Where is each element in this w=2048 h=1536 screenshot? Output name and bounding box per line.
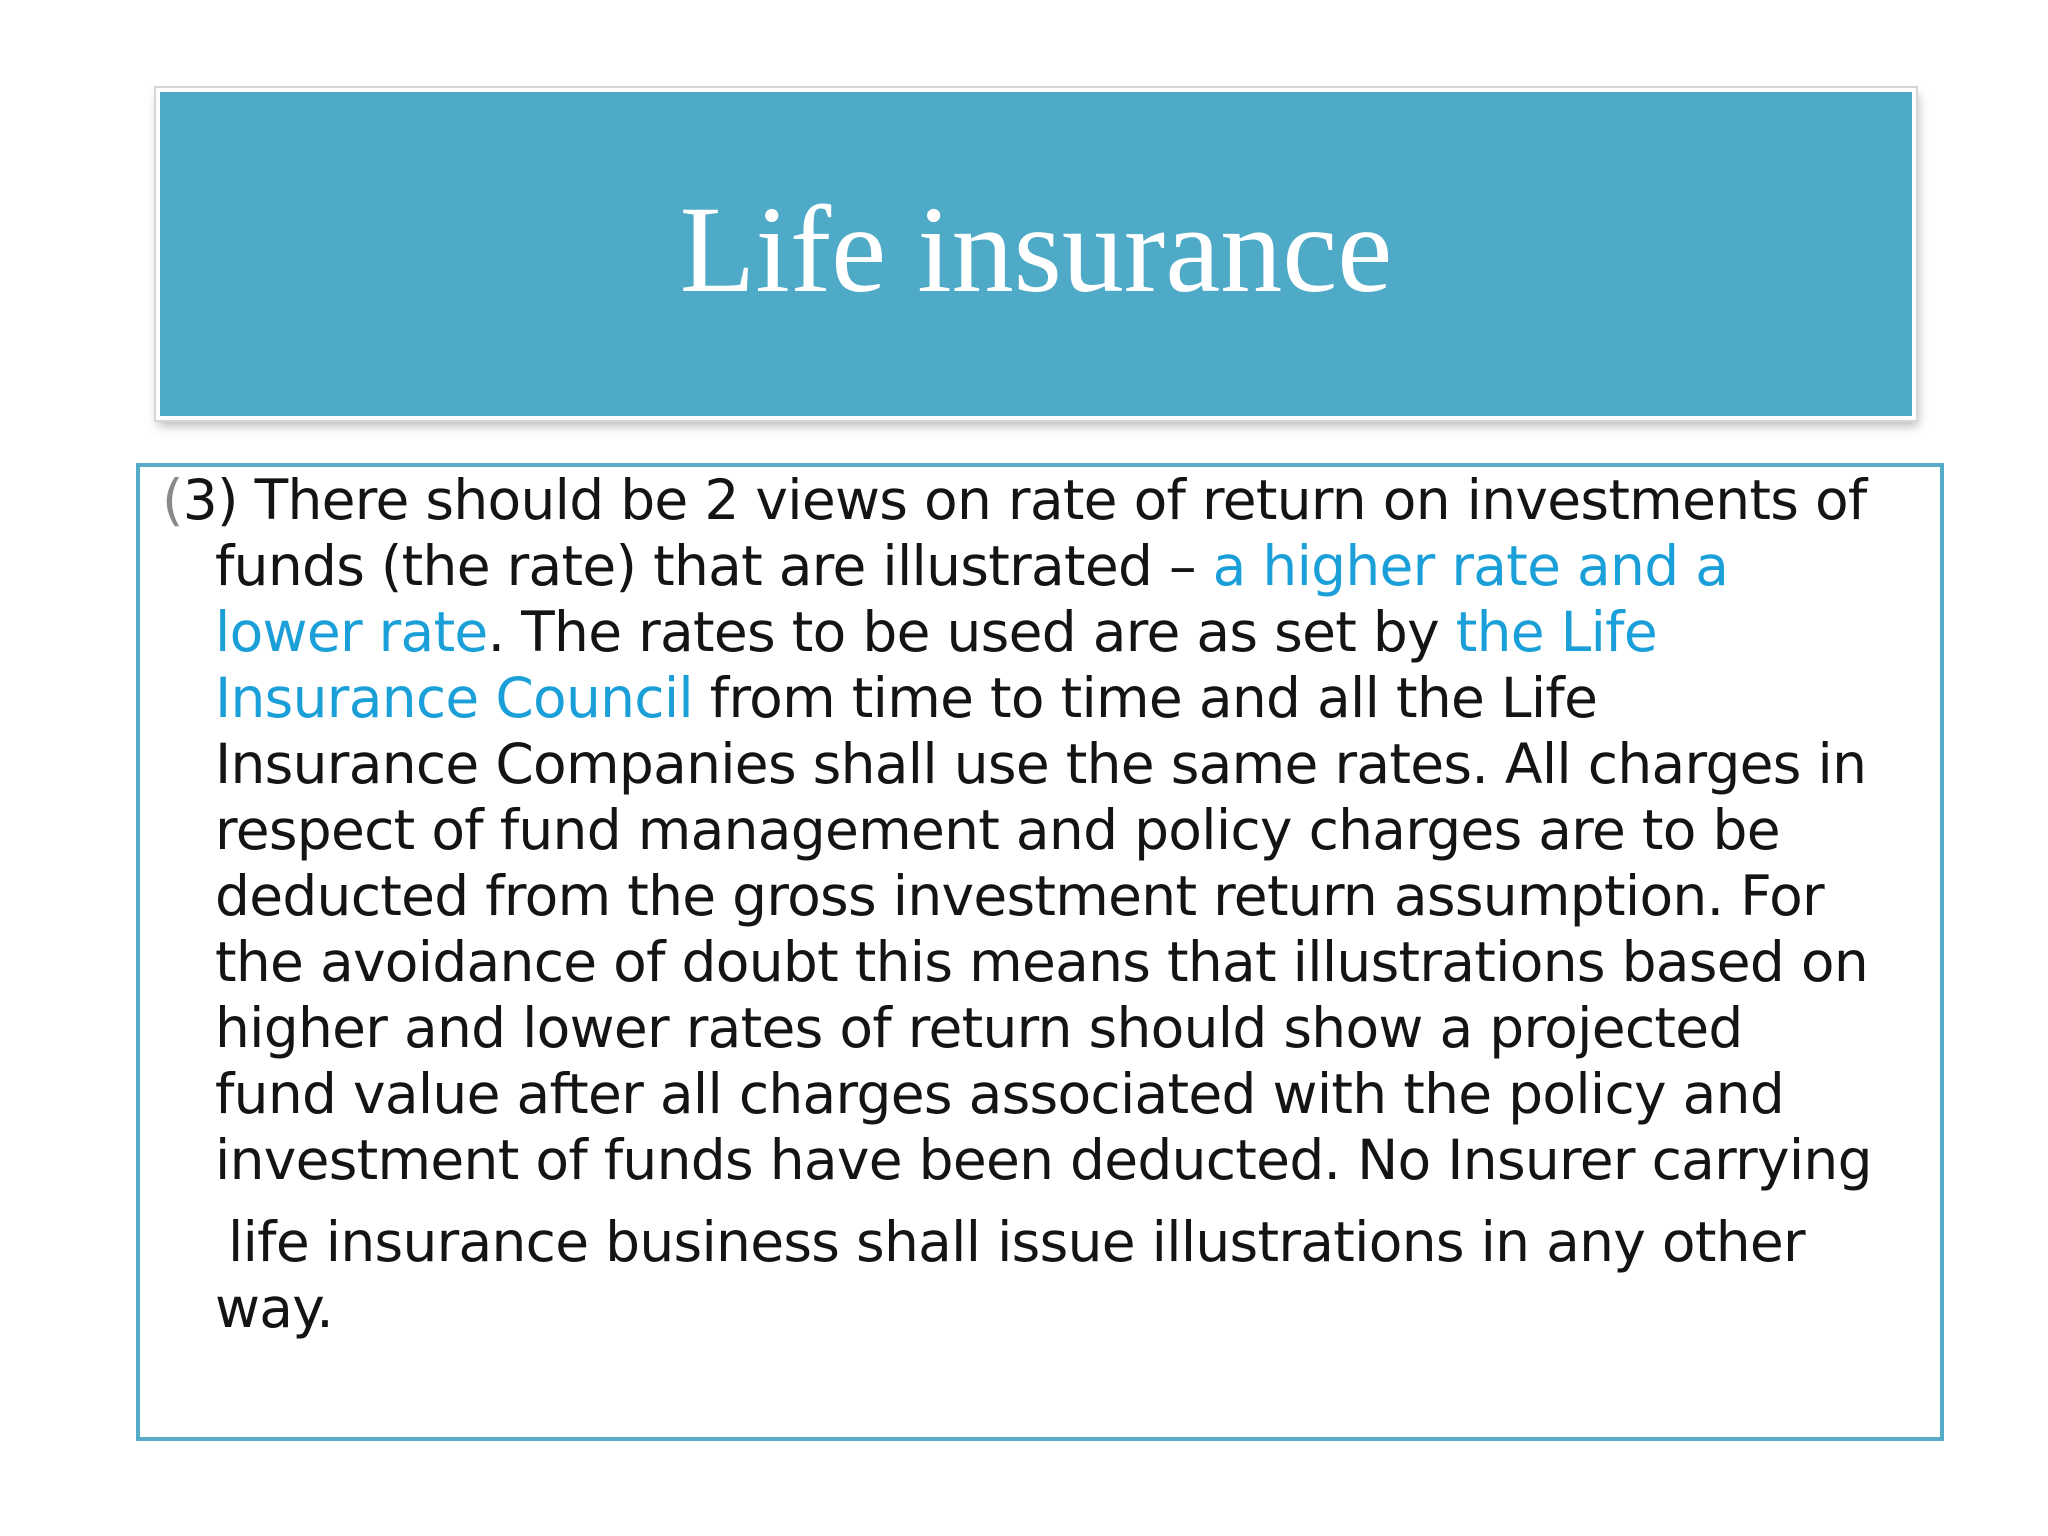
text-line: way. — [215, 1276, 334, 1340]
content-box — [136, 463, 1944, 1441]
text-run: 3) There should be 2 views on rate of return on investments of — [182, 468, 1867, 532]
text-run: from time to time and all the Life — [693, 666, 1598, 730]
text-line — [162, 467, 1942, 533]
text-line — [162, 665, 1942, 731]
bullet-marker: ( — [162, 468, 183, 532]
text-line: fund value after all charges associated with the policy and — [215, 1062, 1785, 1126]
highlighted-text: a higher rate and a — [1212, 534, 1729, 598]
text-line: higher and lower rates of return should show a projected — [215, 996, 1743, 1060]
slide-title: Life insurance — [679, 181, 1393, 318]
text-line: respect of fund management and policy charges are to be — [215, 798, 1780, 862]
bullet-paragraph — [162, 467, 1942, 1341]
text-line: investment of funds have been deducted. No Insurer carrying — [215, 1128, 1872, 1192]
text-line: deducted from the gross investment return assumption. For — [215, 864, 1824, 928]
text-run: . The rates to be used are as set by — [487, 600, 1456, 664]
highlighted-text: lower rate — [215, 600, 488, 664]
text-line — [162, 599, 1942, 665]
text-run: funds (the rate) that are illustrated – — [215, 534, 1213, 598]
text-line: the avoidance of doubt this means that illustrations based on — [215, 930, 1869, 994]
text-line — [162, 533, 1942, 599]
highlighted-text: the Life — [1455, 600, 1657, 664]
text-line: life insurance business shall issue illustrations in any other — [228, 1210, 1805, 1274]
highlighted-text: Insurance Council — [215, 666, 693, 730]
text-line: Insurance Companies shall use the same rates. All charges in — [215, 732, 1867, 796]
title-banner — [156, 88, 1916, 420]
